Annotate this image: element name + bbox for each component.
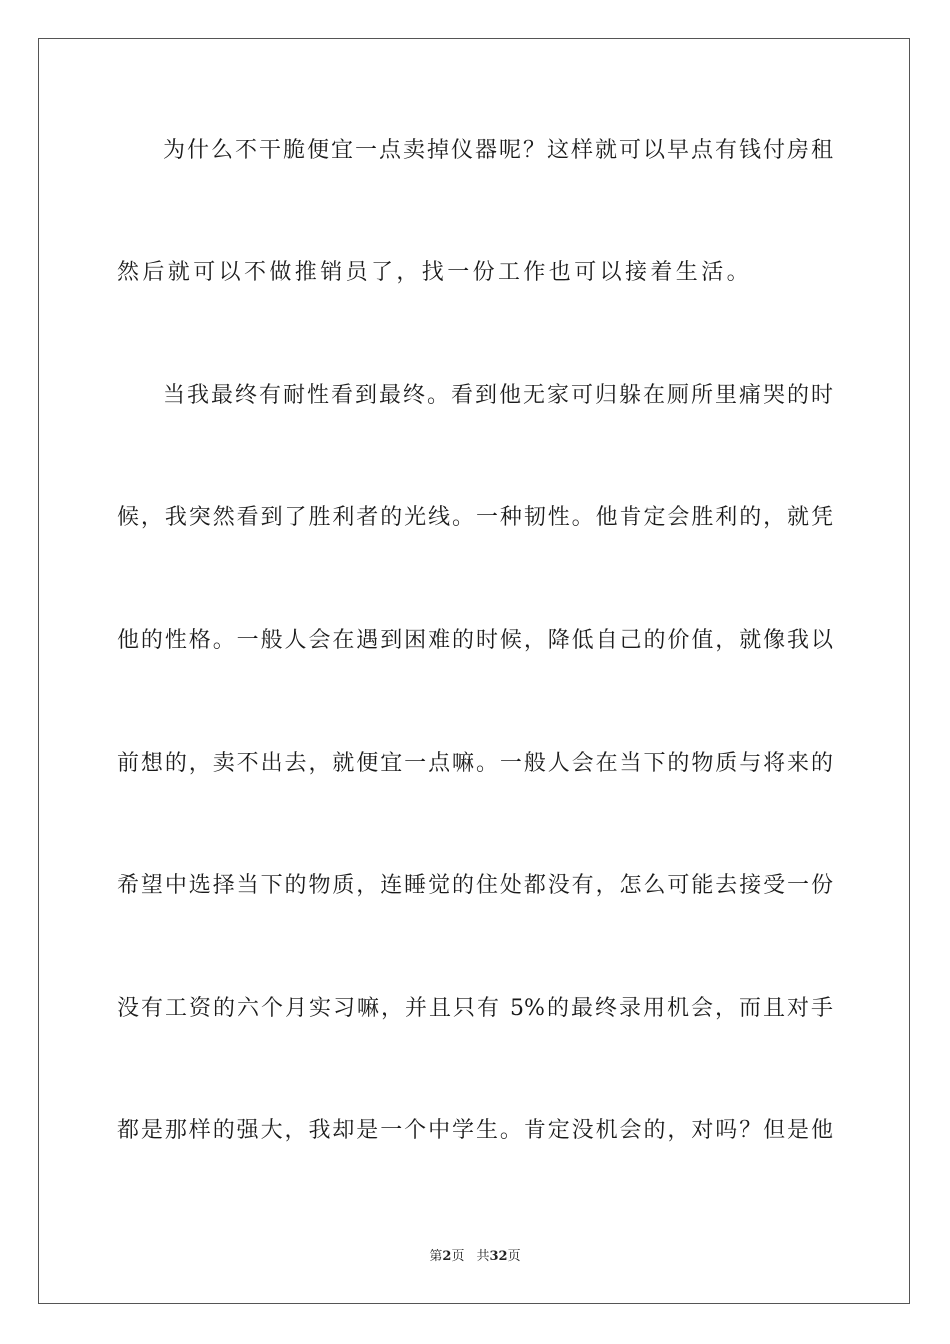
paragraph-2-line-5: 希望中选择当下的物质，连睡觉的住处都没有，怎么可能去接受一份 bbox=[117, 873, 833, 898]
paragraph-1-line-2: 然后就可以不做推销员了，找一份工作也可以接着生活。 bbox=[117, 260, 753, 285]
page-unit: 页 bbox=[451, 1249, 465, 1264]
paragraph-2-line-1: 当我最终有耐性看到最终。看到他无家可归躲在厕所里痛哭的时 bbox=[163, 383, 833, 408]
paragraph-1-line-1: 为什么不干脆便宜一点卖掉仪器呢？这样就可以早点有钱付房租 bbox=[163, 138, 833, 163]
total-prefix: 共 bbox=[476, 1249, 490, 1264]
paragraph-2-line-3: 他的性格。一般人会在遇到困难的时候，降低自己的价值，就像我以 bbox=[117, 628, 833, 653]
page-footer bbox=[0, 1248, 950, 1266]
paragraph-2-line-2: 候，我突然看到了胜利者的光线。一种韧性。他肯定会胜利的，就凭 bbox=[117, 505, 833, 530]
paragraph-2-line-6: 没有工资的六个月实习嘛，并且只有 5%的最终录用机会，而且对手 bbox=[117, 996, 833, 1021]
paragraph-2-line-7: 都是那样的强大，我却是一个中学生。肯定没机会的，对吗？但是他 bbox=[117, 1118, 833, 1143]
page-number: 2 bbox=[442, 1249, 452, 1264]
total-unit: 页 bbox=[507, 1249, 521, 1264]
page-prefix: 第 bbox=[429, 1249, 443, 1264]
paragraph-2-line-4: 前想的，卖不出去，就便宜一点嘛。一般人会在当下的物质与将来的 bbox=[117, 751, 833, 776]
total-pages: 32 bbox=[489, 1249, 508, 1264]
page-border bbox=[38, 38, 910, 1304]
